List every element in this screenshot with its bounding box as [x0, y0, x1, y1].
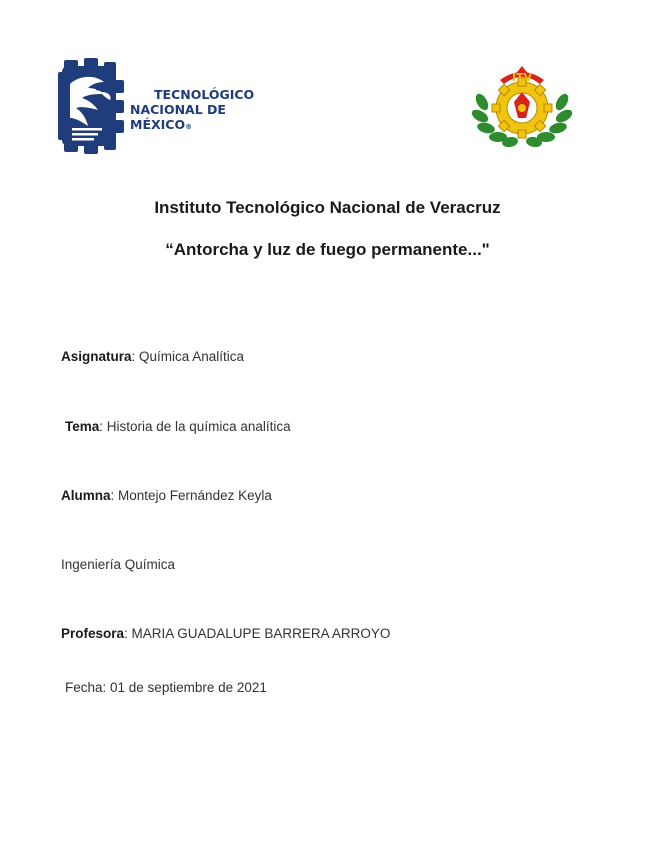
field-tema-label: Tema	[65, 419, 100, 434]
field-asignatura	[61, 349, 244, 364]
field-asignatura-value: : Química Analítica	[131, 349, 245, 364]
tecnm-wordmark	[130, 87, 278, 135]
field-alumna	[61, 488, 272, 503]
field-profesora	[61, 626, 390, 641]
field-profesora-value: : MARIA GUADALUPE BARRERA ARROYO	[124, 626, 391, 641]
field-fecha-value: Fecha: 01 de septiembre de 2021	[65, 680, 267, 695]
tecnm-wordmark-line2	[130, 102, 278, 135]
tecnm-wordmark-line1: TECNOLÓGICO	[154, 87, 255, 102]
field-carrera	[61, 557, 175, 572]
itv-logo-letters: ITV	[511, 71, 533, 84]
institute-title: Instituto Tecnológico Nacional de Veracruz	[154, 198, 501, 217]
motto-title: “Antorcha y luz de fuego permanente..."	[165, 240, 490, 259]
field-tema	[65, 419, 291, 434]
field-tema-value: : Historia de la química analítica	[99, 419, 291, 434]
field-alumna-label: Alumna	[61, 488, 111, 503]
registered-mark: ®	[185, 123, 193, 131]
itv-emblem-icon	[470, 62, 574, 152]
field-asignatura-label: Asignatura	[61, 349, 132, 364]
tecnm-gear-eagle-icon	[58, 58, 124, 154]
field-carrera-value: Ingeniería Química	[61, 557, 176, 572]
tecnm-wordmark-line2-text: NACIONAL DE MÉXICO	[130, 102, 226, 132]
itv-logo	[470, 62, 574, 152]
field-fecha	[65, 680, 267, 695]
field-alumna-value: : Montejo Fernández Keyla	[110, 488, 272, 503]
field-profesora-label: Profesora	[61, 626, 125, 641]
tecnm-logo	[58, 58, 278, 154]
